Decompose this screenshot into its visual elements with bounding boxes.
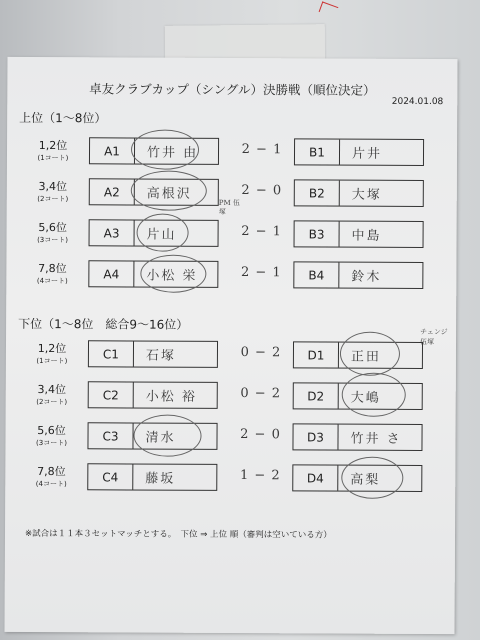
upper-row-1-score: 2 − 1 — [241, 142, 283, 158]
player-name: 高梨 — [350, 472, 381, 488]
winner-circle — [340, 332, 400, 376]
footnote: ※試合は１１本３セットマッチとする。 下位 ⇒ 上位 順（審判は空いている方） — [24, 528, 332, 541]
seed-code: A1 — [90, 138, 135, 163]
lower-row-4-place — [21, 463, 81, 489]
upper-row-4-place — [22, 260, 82, 286]
player-name: 竹井 さ — [350, 431, 402, 447]
upper-row-3-place — [23, 219, 83, 245]
place-label: 1,2位 — [38, 138, 68, 153]
handwritten-note: PM 伍塚 — [218, 198, 240, 216]
place-label: 1,2位 — [37, 341, 67, 356]
lower-row-1-left-entry — [88, 340, 218, 368]
winner-circle — [341, 457, 403, 499]
court-label: (2コート) — [37, 194, 69, 204]
court-label: (4コート) — [35, 479, 67, 489]
upper-row-2-right-entry — [294, 179, 424, 207]
handwritten-note: チェンジ 伍塚 — [420, 327, 448, 347]
seed-code: B4 — [294, 262, 339, 287]
upper-row-1-place — [23, 137, 83, 163]
player-name: 中島 — [351, 228, 382, 244]
winner-circle — [136, 214, 188, 252]
lower-row-3-score: 2 − 0 — [240, 427, 281, 443]
place-label: 5,6位 — [38, 220, 67, 235]
lower-row-3-right-entry — [292, 423, 422, 451]
date-label: 2024.01.08 — [391, 96, 444, 108]
place-label: 7,8位 — [38, 261, 67, 276]
seed-code: A3 — [90, 220, 135, 245]
player-name: 片井 — [351, 146, 383, 162]
lower-section-heading: 下位（1～8位 総合9～16位） — [18, 316, 189, 332]
player-name: 小松 裕 — [145, 389, 197, 405]
seed-code: C1 — [89, 341, 134, 366]
upper-row-4-right-entry — [293, 261, 423, 289]
bracket-sheet — [4, 57, 457, 634]
lower-row-4-score: 1 − 2 — [239, 468, 281, 484]
place-label: 3,4位 — [37, 382, 67, 397]
player-name: 竹井 由 — [146, 145, 199, 161]
player-name: 片山 — [146, 227, 177, 243]
court-label: (3コート) — [37, 235, 69, 245]
seed-code: C2 — [89, 382, 134, 407]
court-label: (4コート) — [36, 276, 68, 286]
place-label: 3,4位 — [38, 179, 68, 194]
upper-row-4-score: 2 − 1 — [240, 265, 282, 281]
place-label: 7,8位 — [37, 464, 66, 479]
lower-row-2-left-entry — [88, 381, 218, 409]
player-name: 鈴木 — [351, 269, 382, 285]
winner-circle — [131, 129, 199, 169]
seed-code: D3 — [293, 424, 338, 449]
player-name: 大嶋 — [350, 390, 381, 406]
lower-row-3-place — [21, 422, 81, 448]
court-label: (1コート) — [36, 356, 68, 366]
lower-row-2-score: 0 − 2 — [240, 386, 282, 402]
seed-code: C4 — [88, 464, 133, 489]
seed-code: D1 — [294, 342, 339, 367]
court-label: (3コート) — [35, 438, 67, 448]
player-name: 小松 栄 — [146, 268, 198, 284]
lower-row-4-left-entry — [87, 463, 217, 491]
player-name: 清水 — [145, 430, 176, 446]
player-name: 藤坂 — [145, 471, 176, 487]
player-name: 大塚 — [351, 187, 382, 203]
seed-code: B2 — [295, 180, 340, 205]
upper-row-2-score: 2 − 0 — [241, 183, 283, 199]
lower-row-1-place — [22, 340, 82, 366]
seed-code: B3 — [295, 221, 340, 246]
seed-code: D2 — [294, 383, 339, 408]
player-name: 石塚 — [145, 348, 176, 364]
winner-circle — [131, 170, 207, 210]
court-label: (1コート) — [37, 153, 69, 163]
upper-section-heading: 上位（1～8位） — [19, 110, 107, 126]
upper-row-2-place — [23, 178, 83, 204]
seed-code: B1 — [295, 139, 340, 164]
lower-row-2-place — [22, 381, 82, 407]
seed-code: D4 — [293, 465, 338, 490]
seed-code: C3 — [88, 423, 133, 448]
court-label: (2コート) — [36, 397, 68, 407]
player-name: 正田 — [350, 349, 381, 365]
winner-circle — [133, 414, 201, 456]
upper-row-1-right-entry — [294, 138, 424, 166]
lower-row-1-score: 0 − 2 — [240, 345, 282, 361]
seed-code: A2 — [90, 179, 135, 204]
page-title: 卓友クラブカップ（シングル）決勝戦（順位決定） — [89, 81, 376, 98]
player-name: 高根沢 — [146, 186, 192, 202]
place-label: 5,6位 — [37, 423, 66, 438]
upper-row-3-score: 2 − 1 — [241, 224, 282, 240]
upper-row-3-right-entry — [294, 220, 424, 248]
winner-circle — [140, 255, 206, 293]
seed-code: A4 — [89, 261, 134, 286]
winner-circle — [342, 373, 406, 417]
